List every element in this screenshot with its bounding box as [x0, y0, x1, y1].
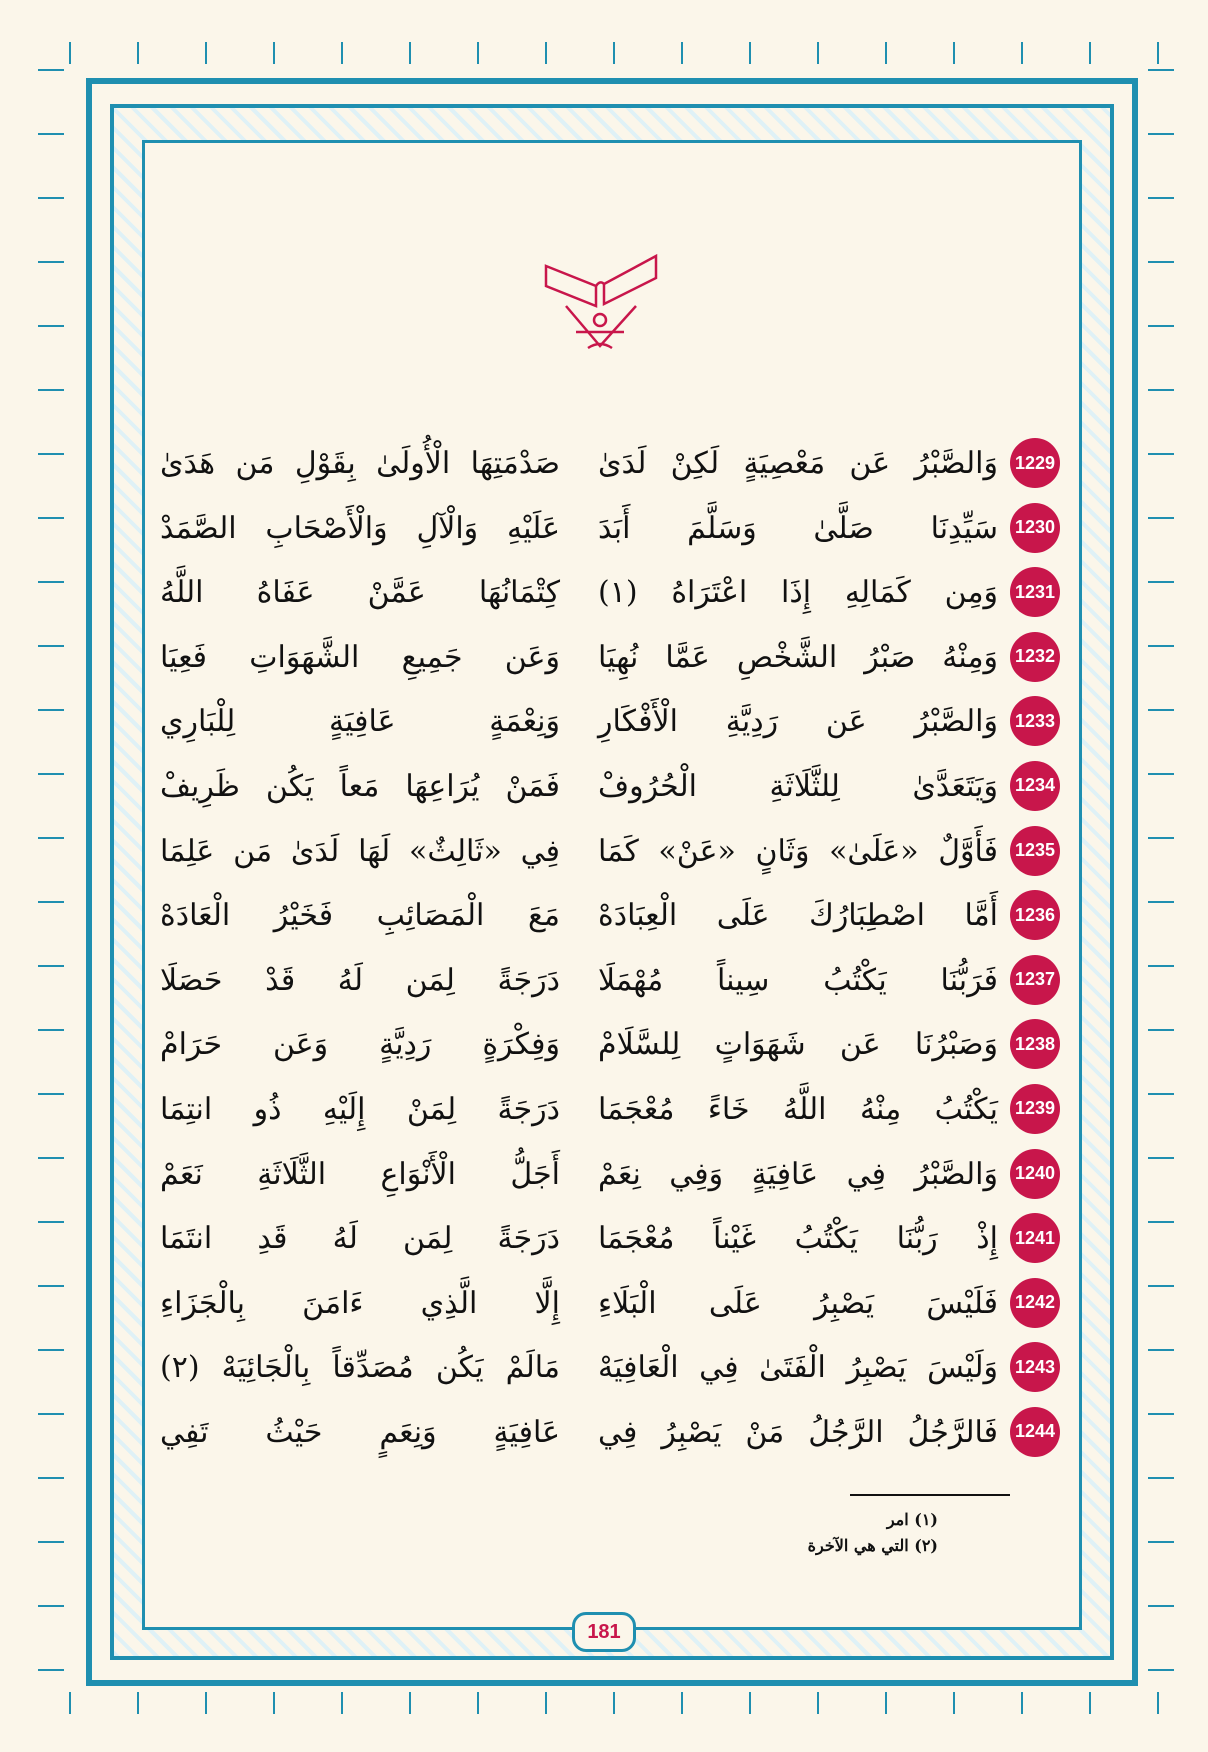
second-hemistich: كِتْمَانُهَا عَمَّنْ عَفَاهُ اللَّهُ	[160, 575, 560, 611]
second-hemistich: صَدْمَتِهَا الْأُولَىٰ بِقَوْلِ مَن هَدَىٰ	[160, 446, 560, 481]
second-hemistich: عَلَيْهِ وَالْآلِ وَالْأَصْحَابِ الصَّمَدْ	[160, 510, 560, 546]
verse-number-badge: 1240	[1010, 1149, 1060, 1199]
first-hemistich: يَكْتُبُ مِنْهُ اللَّهُ خَاءً مُعْجَمَا	[598, 1091, 998, 1127]
second-hemistich: وَعَن جَمِيعِ الشَّهَوَاتِ فَعِيَا	[160, 639, 560, 675]
second-hemistich: وَنِعْمَةٍ عَافِيَةٍ لِلْبَارِي	[160, 704, 560, 740]
verse-row	[160, 688, 1060, 753]
second-hemistich: دَرَجَةً لِمَن لَهُ قَدْ حَصَلَا	[160, 962, 560, 998]
verse-number-badge: 1238	[1010, 1019, 1060, 1069]
first-hemistich: وَصَبْرُنَا عَن شَهَوَاتٍ لِلسَّلَامْ	[598, 1027, 998, 1063]
footnote-1: (١) امر	[886, 1510, 938, 1529]
verse-number-badge: 1237	[1010, 955, 1060, 1005]
first-hemistich: وَمِنْهُ صَبْرُ الشَّخْصِ عَمَّا نُهِيَا	[598, 639, 998, 675]
verse-number-badge: 1230	[1010, 503, 1060, 553]
verse-row	[160, 1399, 1060, 1464]
verse-number-badge: 1242	[1010, 1278, 1060, 1328]
verse-row	[160, 624, 1060, 689]
first-hemistich: وَالصَّبْرُ فِي عَافِيَةٍ وَفِي نِعَمْ	[598, 1156, 998, 1192]
first-hemistich: وَالصَّبْرُ عَن مَعْصِيَةٍ لَكِنْ لَدَىٰ	[598, 446, 998, 481]
first-hemistich: فَلَيْسَ يَصْبِرُ عَلَى الْبَلَاءِ	[598, 1285, 998, 1321]
verse-number-badge: 1241	[1010, 1213, 1060, 1263]
first-hemistich: فَالرَّجُلُ الرَّجُلُ مَنْ يَصْبِرُ فِي	[598, 1414, 998, 1450]
verse-row	[160, 430, 1060, 495]
first-hemistich: وَيَتَعَدَّىٰ لِلثَّلَاثَةِ الْحُرُوفْ	[598, 768, 998, 804]
first-hemistich: فَرَبُّنَا يَكْتُبُ سِيناً مُهْمَلَا	[598, 962, 998, 998]
second-hemistich: وَفِكْرَةٍ رَدِيَّةٍ وَعَن حَرَامْ	[160, 1027, 560, 1063]
verse-number-badge: 1243	[1010, 1342, 1060, 1392]
second-hemistich: دَرَجَةً لِمَنْ إِلَيْهِ ذُو انتِمَا	[160, 1091, 560, 1127]
footnote-2: (٢) التي هي الآخرة	[807, 1536, 938, 1555]
second-hemistich: فَمَنْ يُرَاعِهَا مَعاً يَكُن ظَرِيفْ	[160, 768, 560, 804]
verse-row	[160, 1011, 1060, 1076]
first-hemistich: فَأَوَّلٌ «عَلَىٰ» وَثَانٍ «عَنْ» كَمَا	[598, 833, 998, 869]
first-hemistich: أَمَّا اصْطِبَارُكَ عَلَى الْعِبَادَهْ	[598, 898, 998, 934]
first-hemistich: سَيِّدِنَا صَلَّىٰ وَسَلَّمَ أَبَدَ	[598, 510, 998, 546]
verse-number-badge: 1234	[1010, 761, 1060, 811]
second-hemistich: إِلَّا الَّذِي ءَامَنَ بِالْجَزَاءِ	[160, 1285, 560, 1321]
verse-number-badge: 1244	[1010, 1407, 1060, 1457]
verse-row	[160, 1141, 1060, 1206]
verse-row	[160, 1270, 1060, 1335]
footnote-separator	[850, 1494, 1010, 1496]
verse-number-badge: 1232	[1010, 632, 1060, 682]
verse-number-badge: 1231	[1010, 567, 1060, 617]
verse-row	[160, 1076, 1060, 1141]
second-hemistich: أَجَلُّ الْأَنْوَاعِ الثَّلَاثَةِ نَعَمْ	[160, 1156, 560, 1192]
verse-row	[160, 882, 1060, 947]
first-hemistich: وَلَيْسَ يَصْبِرُ الْفَتَىٰ فِي الْعَافِيَهْ	[598, 1350, 998, 1386]
verse-row	[160, 559, 1060, 624]
verse-row	[160, 947, 1060, 1012]
verse-row	[160, 1205, 1060, 1270]
second-hemistich: دَرَجَةً لِمَن لَهُ قَدِ انتَمَا	[160, 1221, 560, 1257]
second-hemistich: مَالَمْ يَكُن مُصَدِّقاً بِالْجَائِيَهْ (٢)	[160, 1350, 560, 1386]
verse-row	[160, 818, 1060, 883]
second-hemistich: مَعَ الْمَصَائِبِ فَخَيْرُ الْعَادَهْ	[160, 898, 560, 934]
page-number: 181	[572, 1612, 636, 1652]
poem-verses	[160, 430, 1060, 1464]
verse-number-badge: 1235	[1010, 826, 1060, 876]
verse-row	[160, 1334, 1060, 1399]
first-hemistich: وَالصَّبْرُ عَن رَدِيَّةِ الْأَفْكَارِ	[598, 704, 998, 740]
verse-number-badge: 1233	[1010, 696, 1060, 746]
verse-row	[160, 495, 1060, 560]
verse-number-badge: 1239	[1010, 1084, 1060, 1134]
first-hemistich: إِذْ رَبُّنَا يَكْتُبُ غَيْناً مُعْجَمَا	[598, 1221, 998, 1257]
second-hemistich: فِي «ثَالِثٌ» لَهَا لَدَىٰ مَن عَلِمَا	[160, 833, 560, 869]
first-hemistich: وَمِن كَمَالِهِ إِذَا اعْتَرَاهُ (١)	[598, 575, 998, 611]
verse-number-badge: 1229	[1010, 438, 1060, 488]
quran-stand-icon	[536, 236, 666, 356]
verse-row	[160, 753, 1060, 818]
verse-number-badge: 1236	[1010, 890, 1060, 940]
second-hemistich: عَافِيَةٍ وَنِعَمٍ حَيْثُ تَفِي	[160, 1414, 560, 1450]
